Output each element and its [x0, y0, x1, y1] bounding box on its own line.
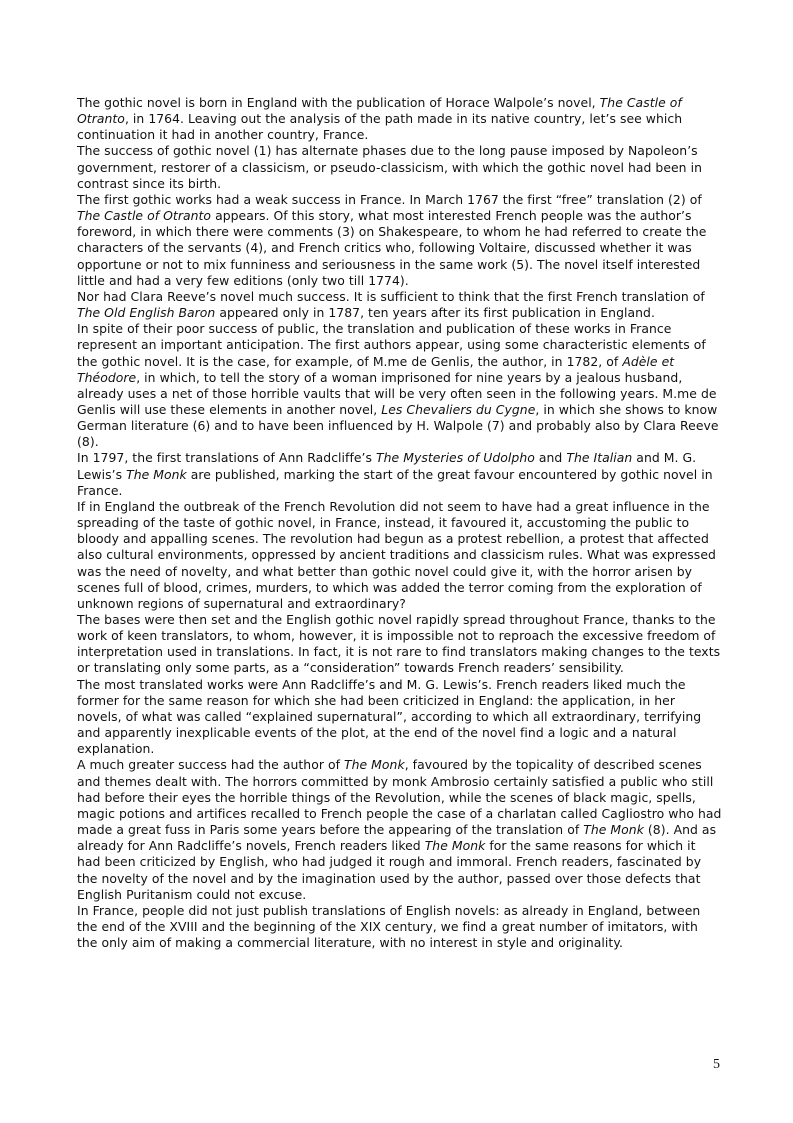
text-run: and: [534, 450, 567, 466]
text-run: The bases were then set and the English gothic novel rapidly spread throughout France, thanks to the work of keen translators, to whom, however, it is impossible not to reproach the excessive freedom of interpretation used in translations. In fact, it is not rare to find translators making changes to the texts or translating only some parts, as a “consideration” towards French readers’ sensibility.: [77, 612, 721, 676]
body-text: [77, 95, 722, 951]
italic-title: The Monk: [424, 838, 486, 854]
paragraph: [77, 321, 722, 450]
text-run: (8). And as already for Ann Radcliffe’s novels, French readers liked: [77, 822, 717, 854]
text-run: In France, people did not just publish translations of English novels: as already in England, between the end of the XVIII and the beginning of the XIX century, we find a great number of imitators, with the only aim of making a commercial literature, with no interest in style and originality.: [77, 902, 701, 951]
text-run: In 1797, the first translations of Ann Radcliffe’s: [77, 450, 377, 466]
italic-title: The Old English Baron: [77, 305, 216, 321]
text-run: , in which she shows to know German literature (6) and to have been influenced by H. Walpole (7) and probably also by Clara Reeve (8).: [77, 401, 719, 450]
text-run: , in 1764. Leaving out the analysis of the path made in its native country, let’s see which continuation it had in another country, France.: [77, 111, 683, 143]
paragraph: [77, 757, 722, 902]
text-run: The gothic novel is born in England with the publication of Horace Walpole’s novel,: [77, 95, 600, 110]
italic-title: The Monk: [126, 466, 187, 482]
italic-title: Adèle et Théodore: [77, 353, 675, 385]
paragraph: [77, 95, 722, 143]
page-number: 5: [713, 1057, 720, 1072]
paragraph: [77, 289, 722, 321]
text-run: The most translated works were Ann Radcliffe’s and M. G. Lewis’s. French readers liked much the former for the same reason for which she had been criticized in England: the application, in her novels, of what was called “explained supernatural”, according to which all extraordinary, terrifying and apparently inexplicable events of the plot, at the end of the novel find a logic and a natural explanation.: [77, 676, 702, 757]
paragraph: [77, 450, 722, 498]
italic-title: Les Chevaliers du Cygne: [381, 401, 536, 417]
paragraph: [77, 499, 722, 612]
text-run: The success of gothic novel (1) has alternate phases due to the long pause imposed by Napoleon’s government, restorer of a classicism, or pseudo-classicism, with which the gothic novel had been in contrast since its birth.: [77, 143, 702, 191]
text-run: appeared only in 1787, ten years after its first publication in England.: [215, 305, 655, 321]
text-run: , in which, to tell the story of a woman imprisoned for nine years by a jealous husband, already uses a net of those horrible vaults that will be very often seen in the following years. M.me de Genlis will use these elements in another novel,: [77, 369, 717, 417]
italic-title: The Italian: [566, 450, 633, 466]
italic-title: The Monk: [344, 757, 405, 773]
text-run: In spite of their poor success of public, the translation and publication of these works in France represent an important anticipation. The first authors appear, using some characteristic elements of the gothic novel. It is the case, for example, of M.me de Genlis, the author, in 1782, of: [77, 321, 706, 369]
paragraph: [77, 677, 722, 758]
text-run: The first gothic works had a weak success in France. In March 1767 the first “free” translation (2) of: [77, 191, 702, 207]
text-run: , favoured by the topicality of described scenes and themes dealt with. The horrors committed by monk Ambrosio certainly satisfied a public who still had before their eyes the horrible things of the Revolution, while the scenes of black magic, spells, magic potions and artifices recalled to French people the case of a charlatan called Cagliostro who had made a great fuss in Paris some years before the appearing of the translation of: [77, 757, 722, 838]
paragraph: [77, 192, 722, 289]
italic-title: The Monk: [583, 822, 644, 838]
text-run: are published, marking the start of the great favour encountered by gothic novel in France.: [77, 466, 713, 498]
text-run: appears. Of this story, what most interested French people was the author’s foreword, in which there were comments (3) on Shakespeare, to whom he had referred to create the characters of the servants (4), and French critics who, following Voltaire, discussed whether it was opportune or not to mix funniness and seriousness in the same work (5). The novel itself interested little and had a very few editions (only two till 1774).: [77, 208, 707, 288]
text-run: If in England the outbreak of the French Revolution did not seem to have had a great influence in the spreading of the taste of gothic novel, in France, instead, it favoured it, accustoming the public to bloody and appalling scenes. The revolution had begun as a protest rebellion, a protest that affected also cultural environments, oppressed by ancient traditions and classicism rules. What was expressed was the need of novelty, and what better than gothic novel could give it, with the horror arisen by scenes full of blood, crimes, murders, to which was added the terror coming from the exploration of unknown regions of supernatural and extraordinary?: [77, 498, 716, 611]
italic-title: The Castle of Otranto: [77, 208, 212, 224]
paragraph: [77, 903, 722, 951]
paragraph: [77, 143, 722, 191]
text-run: A much greater success had the author of: [77, 757, 344, 773]
italic-title: The Castle of Otranto: [77, 95, 682, 127]
text-run: and M. G. Lewis’s: [77, 450, 697, 482]
text-run: for the same reasons for which it had been criticized by English, who had judged it rough and immoral. French readers, fascinated by the novelty of the novel and by the imagination used by the author, passed over those defects that English Puritanism could not excuse.: [77, 838, 702, 902]
text-run: Nor had Clara Reeve’s novel much success. It is sufficient to think that the first French translation of: [77, 288, 705, 304]
italic-title: The Mysteries of Udolpho: [376, 450, 535, 466]
paragraph: [77, 612, 722, 677]
